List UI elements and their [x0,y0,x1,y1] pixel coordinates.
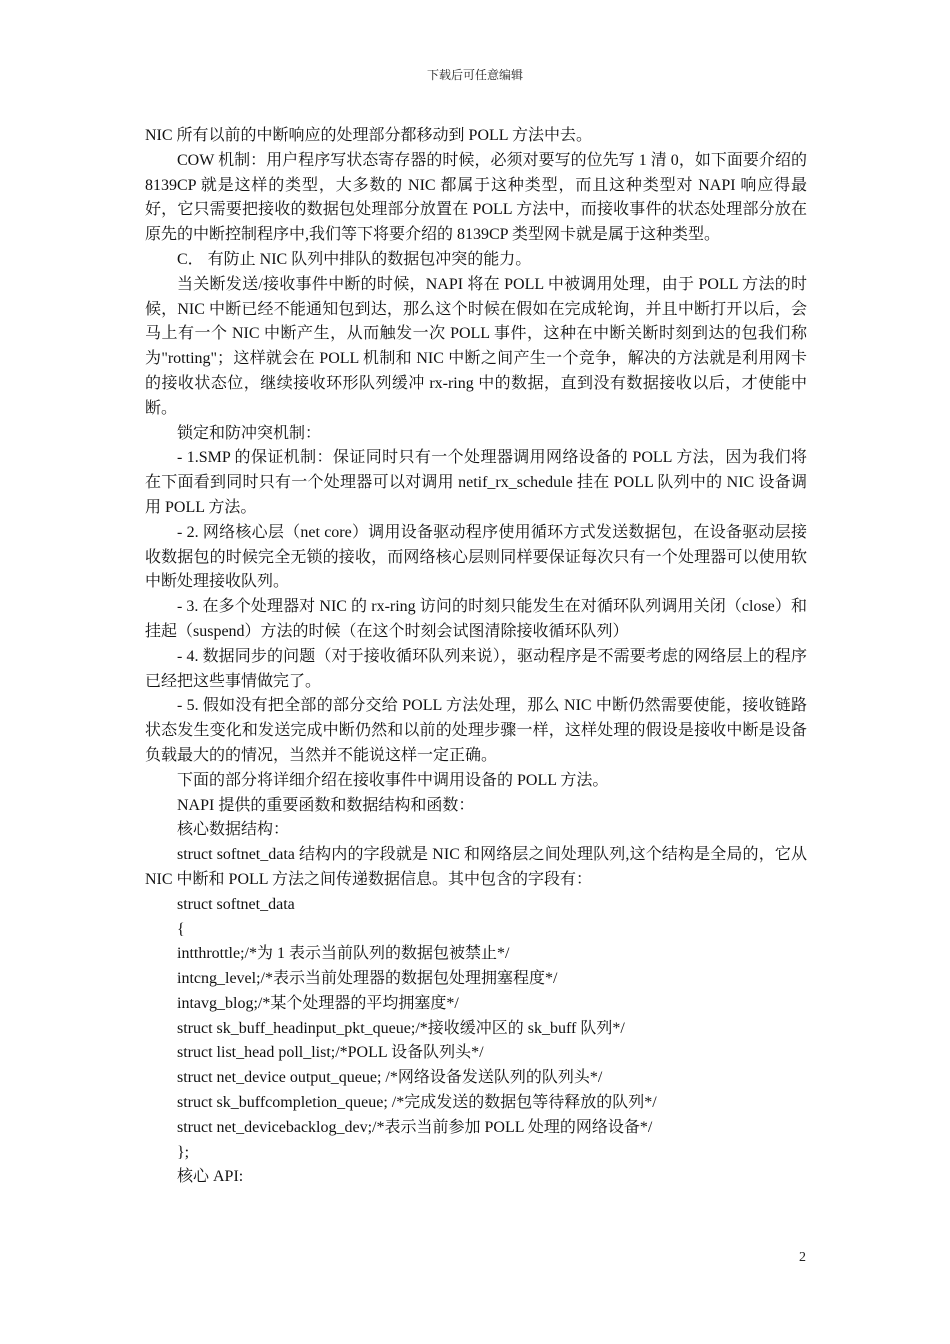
code-line: struct net_devicebacklog_dev;/*表示当前参加 POLL 处理的网络设备*/ [177,1118,653,1136]
body-paragraph: 当关断发送/接收事件中断的时候，NAPI 将在 POLL 中被调用处理，由于 POLL 方法的时候，NIC 中断已经不能通知包到达，那么这个时候在假如在完成轮询，并且中断打开以后，会马上有一个 NIC 中断产生，从而触发一次 POLL 事件，这种在中断关断时刻到达的包我们称为"rotting"；这样就会在 POLL 机制和 NIC 中断之间产生一个竞争，解决的方法就是利用网卡的接收状态位，继续接收环形队列缓冲 rx-ring 中的数据，直到没有数据接收以后，才使能中断。 [145,275,807,417]
body-paragraph: NIC 所有以前的中断响应的处理部分都移动到 POLL 方法中去。 [145,127,592,144]
body-paragraph: - 2. 网络核心层（net core）调用设备驱动程序使用循环方式发送数据包，在设备驱动层接收数据包的时候完全无锁的接收，而网络核心层则同样要保证每次只有一个处理器可以使用软中断处理接收队列。 [145,523,807,591]
code-line: struct list_head poll_list;/*POLL 设备队列头*/ [177,1044,484,1062]
body-paragraph: struct softnet_data 结构内的字段就是 NIC 和网络层之间处理队列,这个结构是全局的，它从 NIC 中断和 POLL 方法之间传递数据信息。其中包含的字段有： [145,846,807,888]
body-paragraph: NAPI 提供的重要函数和数据结构和函数： [177,796,475,814]
body-paragraph: COW 机制：用户程序写状态寄存器的时候，必须对要写的位先写 1 清 0，如下面要介绍的 8139CP 就是这样的类型，大多数的 NIC 都属于这种类型，而且这种类型对 NAPI 响应得最好，它只需要把接收的数据包处理部分放置在 POLL 方法中，而接收事件的状态处理部分放在原先的中断控制程序中,我们等下将要介绍的 8139CP 类型网卡就是属于这种类型。 [145,151,807,244]
body-paragraph: - 4. 数据同步的问题（对于接收循环队列来说），驱动程序是不需要考虑的网络层上的程序已经把这些事情做完了。 [145,647,807,690]
body-paragraph: 锁定和防冲突机制： [177,424,322,442]
body-paragraph: - 3. 在多个处理器对 NIC 的 rx-ring 访问的时刻只能发生在对循环队列调用关闭（close）和挂起（suspend）方法的时候（在这个时刻会试图清除接收循环队列） [145,598,807,640]
code-line: intavg_blog;/*某个处理器的平均拥塞度*/ [177,994,459,1012]
body-paragraph: - 1.SMP 的保证机制：保证同时只有一个处理器调用网络设备的 POLL 方法，因为我们将在下面看到同时只有一个处理器可以对调用 netif_rx_schedule 挂在 POLL 队列中的 NIC 设备调用 POLL 方法。 [145,449,807,516]
code-line: struct sk_buffcompletion_queue; /*完成发送的数据包等待释放的队列*/ [177,1094,657,1112]
code-line: intthrottle;/*为 1 表示当前队列的数据包被禁止*/ [177,945,510,963]
code-line: struct softnet_data [177,895,295,913]
body-paragraph: 核心数据结构： [177,821,290,839]
body-paragraph: 下面的部分将详细介绍在接收事件中调用设备的 POLL 方法。 [177,771,609,789]
body-paragraph: C． 有防止 NIC 队列中排队的数据包冲突的能力。 [177,250,532,268]
code-line: struct net_device output_queue; /*网络设备发送队列的队列头*/ [177,1069,603,1087]
body-paragraph: - 5. 假如没有把全部的部分交给 POLL 方法处理，那么 NIC 中断仍然需要使能，接收链路状态发生变化和发送完成中断仍然和以前的处理步骤一样，这样处理的假设是接收中断是设备负载最大的的情况，当然并不能说这样一定正确。 [145,697,807,764]
code-line: }; [177,1143,190,1161]
page-number: 2 [799,1250,806,1265]
body-paragraph: 核心 API: [177,1168,244,1186]
code-line: intcng_level;/*表示当前处理器的数据包处理拥塞程度*/ [177,970,558,988]
code-line: { [177,920,185,938]
code-line: struct sk_buff_headinput_pkt_queue;/*接收缓冲区的 sk_buff 队列*/ [177,1019,625,1037]
page-header: 下载后可任意编辑 [426,68,523,82]
document-body [145,124,807,1190]
